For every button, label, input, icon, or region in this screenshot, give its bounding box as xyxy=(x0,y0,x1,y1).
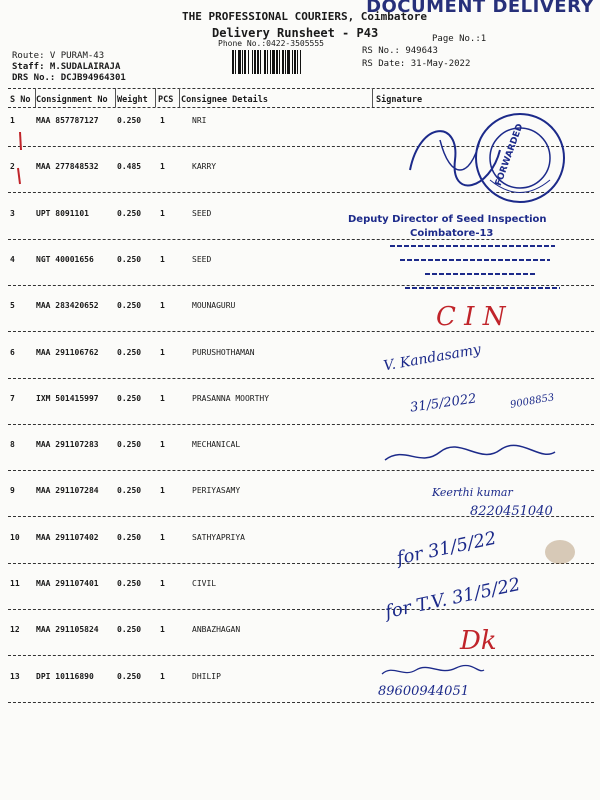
row-consignment: MAA 291107284 xyxy=(36,486,99,496)
row-separator xyxy=(8,146,594,147)
barcode-bar xyxy=(301,50,304,74)
row-pcs: 1 xyxy=(160,116,165,125)
col-divider xyxy=(179,88,180,107)
row-weight: 0.250 xyxy=(117,393,142,403)
row-separator xyxy=(8,424,594,425)
row-pcs: 1 xyxy=(160,671,165,681)
row9-phone: 8220451040 xyxy=(470,504,553,519)
row-sno: 13 xyxy=(10,671,20,681)
col-consignee: Consignee Details xyxy=(181,95,268,105)
row-consignee: SEED xyxy=(192,208,212,218)
row-consignee: MOUNAGURU xyxy=(192,301,236,311)
row-weight: 0.485 xyxy=(117,162,142,172)
row-separator xyxy=(8,702,594,703)
row-pcs: 1 xyxy=(160,208,165,218)
row-weight: 0.250 xyxy=(117,208,142,218)
row-sno: 6 xyxy=(10,347,15,357)
row-pcs: 1 xyxy=(160,486,165,496)
rs-number: RS No.: 949643 xyxy=(362,46,438,56)
col-consignment: Consignment No xyxy=(36,95,108,105)
row-consignment: MAA 283420652 xyxy=(36,301,99,311)
barcode xyxy=(232,50,348,74)
row-separator xyxy=(8,655,594,656)
row-sno: 2 xyxy=(10,162,15,172)
col-signature: Signature xyxy=(376,95,423,105)
row8-tamil-signature xyxy=(380,440,560,470)
col-sno: S No xyxy=(10,95,31,105)
row-sno: 10 xyxy=(10,532,20,542)
row-weight: 0.250 xyxy=(117,440,142,450)
col-divider xyxy=(35,88,36,107)
tamil-stamp-lines xyxy=(385,238,565,298)
row-weight: 0.250 xyxy=(117,625,142,635)
row-consignment: MAA 291105824 xyxy=(36,625,99,635)
col-divider xyxy=(372,88,373,107)
row6-signature: V. Kandasamy xyxy=(382,341,483,375)
row-sno: 12 xyxy=(10,625,20,635)
rs-date: RS Date: 31-May-2022 xyxy=(362,59,471,69)
row-separator xyxy=(8,609,594,610)
row-weight: 0.250 xyxy=(117,116,142,125)
route: Route: V PURAM-43 xyxy=(12,51,105,61)
row-weight: 0.250 xyxy=(117,671,142,681)
company-name: THE PROFESSIONAL COURIERS, Coimbatore xyxy=(182,10,428,23)
row-separator xyxy=(8,331,594,332)
header-bottom-rule xyxy=(8,107,594,108)
row-sno: 4 xyxy=(10,254,15,264)
document-delivery-stamp: DOCUMENT DELIVERY xyxy=(366,0,594,17)
row-sno: 8 xyxy=(10,440,15,450)
row-separator xyxy=(8,470,594,471)
row-pcs: 1 xyxy=(160,162,165,172)
seed-stamp-line2: Coimbatore-13 xyxy=(410,228,494,239)
row-consignment: IXM 501415997 xyxy=(36,393,99,403)
row-weight: 0.250 xyxy=(117,301,142,311)
col-divider xyxy=(115,88,116,107)
row-consignee: PERIYASAMY xyxy=(192,486,241,496)
row-consignee: MECHANICAL xyxy=(192,440,241,450)
row-sno: 1 xyxy=(10,116,15,125)
col-divider xyxy=(155,88,156,107)
runsheet-title: Delivery Runsheet - P43 xyxy=(212,26,379,40)
row-consignment: NGT 40001656 xyxy=(36,254,94,264)
row7-signature: 31/5/2022 xyxy=(409,391,478,416)
row-sno: 11 xyxy=(10,579,20,588)
signature-scribble xyxy=(400,110,510,200)
row13-phone: 89600944051 xyxy=(378,684,469,699)
row-separator xyxy=(8,378,594,379)
row-consignee: PRASANNA MOORTHY xyxy=(192,393,270,403)
row-separator xyxy=(8,285,594,286)
row-sno: 9 xyxy=(10,486,15,496)
row-consignment: MAA 291107402 xyxy=(36,532,99,542)
row-weight: 0.250 xyxy=(117,486,142,496)
stain xyxy=(545,540,575,564)
header-top-rule xyxy=(8,88,594,89)
row-pcs: 1 xyxy=(160,347,165,357)
row-sno: 5 xyxy=(10,301,15,311)
row10-signature: for 31/5/22 xyxy=(394,527,499,570)
row-pcs: 1 xyxy=(160,532,165,542)
seed-stamp-line1: Deputy Director of Seed Inspection xyxy=(348,214,547,225)
round-stamp-text: FORWARDED xyxy=(493,122,526,188)
row-weight: 0.250 xyxy=(117,579,142,588)
row-consignee: SEED xyxy=(192,254,212,264)
row-consignment: DPI 10116890 xyxy=(36,671,94,681)
row-consignee: ANBAZHAGAN xyxy=(192,625,241,635)
row11-signature: for T.V. 31/5/22 xyxy=(383,573,523,624)
row-weight: 0.250 xyxy=(117,347,142,357)
page-number: Page No.:1 xyxy=(432,34,487,44)
row-consignment: MAA 291107283 xyxy=(36,440,99,450)
row-pcs: 1 xyxy=(160,254,165,264)
row-separator xyxy=(8,516,594,517)
row5-signature: C I N xyxy=(436,302,506,332)
row-consignment: MAA 291106762 xyxy=(36,347,99,357)
round-seal-stamp xyxy=(470,100,570,210)
drs-number: DRS No.: DCJB94964301 xyxy=(12,73,126,83)
row9-name: Keerthi kumar xyxy=(432,486,513,499)
row-weight: 0.250 xyxy=(117,254,142,264)
row-separator xyxy=(8,239,594,240)
col-pcs: PCS xyxy=(158,95,174,105)
row-consignment: UPT 8091101 xyxy=(36,208,89,218)
row-pcs: 1 xyxy=(160,393,165,403)
row-consignee: NRI xyxy=(192,116,207,125)
row13-tamil-name xyxy=(378,662,488,680)
row7-phone: 9008853 xyxy=(509,392,556,411)
phone-number: Phone No.:0422-3505555 xyxy=(218,39,324,48)
row12-signature: Dk xyxy=(460,626,497,656)
staff: Staff: M.SUDALAIRAJA xyxy=(12,62,121,72)
row-consignee: PURUSHOTHAMAN xyxy=(192,347,255,357)
row-sno: 7 xyxy=(10,393,15,403)
row-pcs: 1 xyxy=(160,625,165,635)
row-separator xyxy=(8,563,594,564)
red-tick-marks xyxy=(8,128,38,188)
row-consignee: CIVIL xyxy=(192,579,217,588)
row-pcs: 1 xyxy=(160,301,165,311)
row-consignment: MAA 857787127 xyxy=(36,116,99,125)
row-consignee: KARRY xyxy=(192,162,217,172)
row-consignee: SATHYAPRIYA xyxy=(192,532,245,542)
row-separator xyxy=(8,192,594,193)
row-weight: 0.250 xyxy=(117,532,142,542)
row-pcs: 1 xyxy=(160,579,165,588)
row-consignment: MAA 291107401 xyxy=(36,579,99,588)
row-consignee: DHILIP xyxy=(192,671,221,681)
col-weight: Weight xyxy=(117,95,148,105)
row-consignment: MAA 277848532 xyxy=(36,162,99,172)
row-pcs: 1 xyxy=(160,440,165,450)
row-sno: 3 xyxy=(10,208,15,218)
